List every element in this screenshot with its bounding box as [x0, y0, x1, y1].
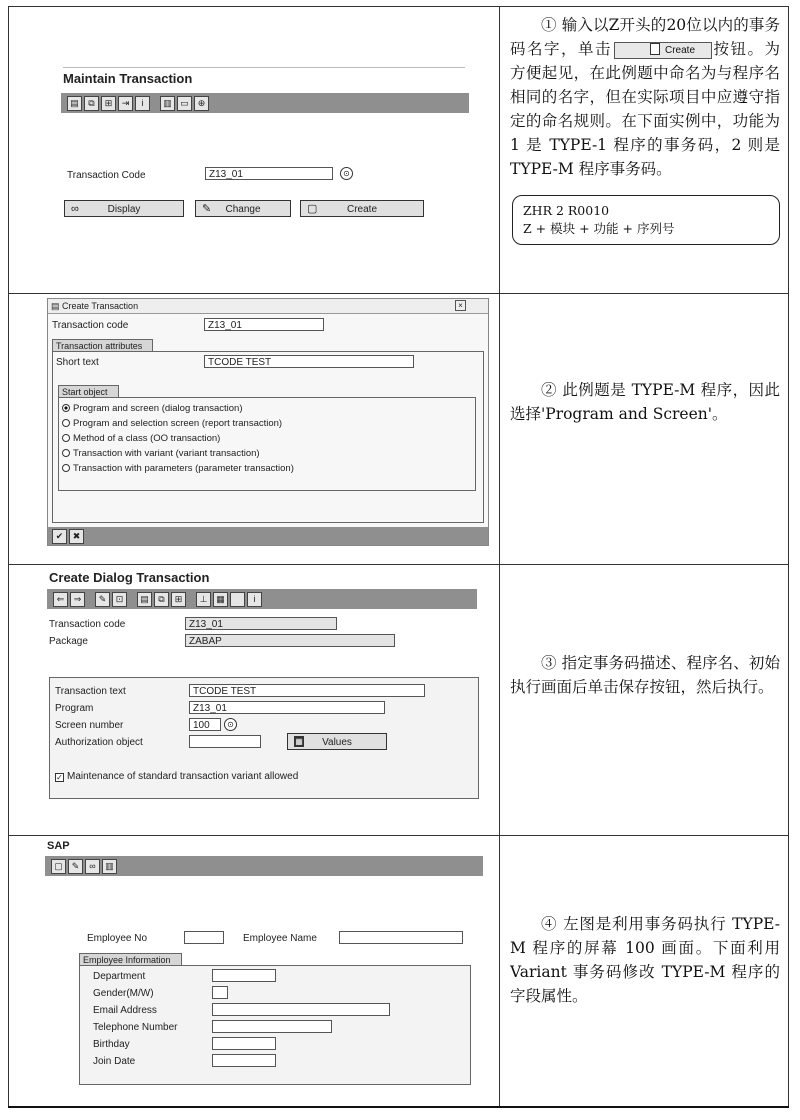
note-text: ③ 指定事务码描述、程序名、初始执行画面后单击保存按钮，然后执行。	[510, 654, 780, 696]
option-oo-transaction[interactable]: Method of a class (OO transaction)	[62, 431, 294, 446]
note-text: ④ 左图是利用事务码执行 TYPE-M 程序的屏幕 100 画面。下面利用 Variant 事务码修改 TYPE-M 程序的字段属性。	[510, 915, 780, 1005]
note-step-1	[500, 7, 789, 294]
create-button[interactable]: ▢ Create	[300, 200, 424, 217]
employee-no-input[interactable]	[184, 931, 224, 944]
forward-icon[interactable]: ⇒	[70, 592, 85, 607]
dialog-footer	[48, 527, 488, 545]
employee-name-input[interactable]	[339, 931, 463, 944]
application-toolbar	[47, 589, 477, 609]
radio-selected	[62, 404, 70, 412]
back-icon[interactable]: ⇐	[53, 592, 68, 607]
package-label: Package	[49, 636, 88, 647]
other-object-icon[interactable]: ▤	[137, 592, 152, 607]
telephone-label: Telephone Number	[93, 1022, 178, 1033]
naming-example: ZHR 2 R0010	[523, 203, 610, 218]
dialog-window	[47, 298, 489, 546]
naming-rule-box	[512, 195, 780, 245]
employee-name-label: Employee Name	[243, 933, 317, 944]
transaction-text-input[interactable]: TCODE TEST	[189, 684, 425, 697]
values-button[interactable]: ▦ Values	[287, 733, 387, 750]
values-icon: ▦	[295, 737, 303, 746]
start-object-options	[62, 401, 294, 476]
application-toolbar	[61, 93, 469, 113]
short-text-input[interactable]: TCODE TEST	[204, 355, 414, 368]
edit-icon[interactable]: ✎	[68, 859, 83, 874]
maintenance-checkbox[interactable]: ✓ Maintenance of standard transaction variant allowed	[56, 771, 299, 782]
display-icon[interactable]: ∞	[85, 859, 100, 874]
attributes-tab: Transaction attributes	[52, 339, 153, 352]
screen-number-input[interactable]: 100	[189, 718, 221, 731]
note-step-4	[500, 836, 789, 1108]
checkbox-checked-icon: ✓	[56, 773, 63, 782]
screenshot-create-transaction	[9, 294, 500, 565]
glasses-icon: ∞	[71, 203, 79, 215]
screen-number-label: Screen number	[55, 720, 124, 731]
screenshot-sap-screen-100	[9, 836, 500, 1108]
where-used-icon[interactable]: ⊞	[101, 96, 116, 111]
birthday-label: Birthday	[93, 1039, 130, 1050]
start-object-tab: Start object	[58, 385, 119, 398]
window-titlebar: ▤ Create Transaction ×	[48, 299, 488, 314]
tcode-label: Transaction code	[52, 320, 129, 331]
tcode-value: Z13_01	[185, 617, 337, 630]
short-text-label: Short text	[56, 357, 99, 368]
new-icon[interactable]: ▢	[51, 859, 66, 874]
f4-help-icon[interactable]: ⊙	[224, 718, 237, 731]
note-text: ① 输入以Z开头的20位以内的事务码名字，单击	[510, 16, 780, 58]
close-icon[interactable]: ×	[455, 300, 466, 311]
department-input[interactable]	[212, 969, 276, 982]
pencil-icon: ✎	[202, 203, 212, 215]
note-text: ② 此例题是 TYPE-M 程序，因此选择'Program and Screen'。	[510, 381, 780, 423]
note-text-cont: 按钮。为方便起见，在此例题中命名为与程序名相同的名字，但在实际项目中应遵守指定的命名规则。在下面实例中，功能为 1 是 TYPE-1 程序的事务码，2 则是 TYPE-M 程序事务码。	[510, 40, 780, 178]
tcode-label: Transaction code	[49, 619, 126, 630]
copy-icon[interactable]: ⧉	[84, 96, 99, 111]
where-used-icon[interactable]: ⊞	[171, 592, 186, 607]
delete-icon[interactable]: ▥	[102, 859, 117, 874]
cancel-icon[interactable]: ✖	[69, 529, 84, 544]
screenshot-maintain-transaction	[9, 7, 500, 294]
page-title: SAP	[47, 840, 70, 852]
join-date-input[interactable]	[212, 1054, 276, 1067]
package-value: ZABAP	[185, 634, 395, 647]
gender-label: Gender(M/W)	[93, 988, 154, 999]
display-change-icon[interactable]: ✎	[95, 592, 110, 607]
email-input[interactable]	[212, 1003, 390, 1016]
window-icon: ▤	[51, 301, 60, 311]
active-inactive-icon[interactable]: ⊡	[112, 592, 127, 607]
employee-info-tab: Employee Information	[79, 953, 182, 966]
program-label: Program	[55, 703, 94, 714]
telephone-input[interactable]	[212, 1020, 332, 1033]
tcode-input[interactable]: Z13_01	[205, 167, 333, 180]
tcode-input[interactable]: Z13_01	[204, 318, 324, 331]
authorization-object-input[interactable]	[189, 735, 261, 748]
transaction-text-label: Transaction text	[55, 686, 126, 697]
page-title: Maintain Transaction	[63, 71, 193, 86]
blank-icon[interactable]	[230, 592, 245, 607]
transport-icon[interactable]: ⇥	[118, 96, 133, 111]
layout-table	[8, 6, 789, 1108]
option-report-transaction[interactable]: Program and selection screen (report transaction)	[62, 416, 294, 431]
delete-icon[interactable]: ▥	[160, 96, 175, 111]
info-icon[interactable]: i	[135, 96, 150, 111]
display-button[interactable]: ∞ Display	[64, 200, 184, 217]
department-label: Department	[93, 971, 146, 982]
join-date-label: Join Date	[93, 1056, 136, 1067]
screenshot-create-dialog-transaction	[9, 565, 500, 836]
option-dialog-transaction[interactable]: Program and screen (dialog transaction)	[62, 401, 294, 416]
note-step-2	[500, 294, 789, 565]
execute-icon[interactable]: ⊕	[194, 96, 209, 111]
program-input[interactable]: Z13_01	[189, 701, 385, 714]
authorization-object-label: Authorization object	[55, 737, 143, 748]
document-icon	[650, 43, 660, 55]
option-parameter-transaction[interactable]: Transaction with parameters (parameter transaction)	[62, 461, 294, 476]
gender-input[interactable]	[212, 986, 228, 999]
page-title: Create Dialog Transaction	[49, 570, 210, 585]
info-icon[interactable]: i	[247, 592, 262, 607]
f4-help-icon[interactable]: ⊙	[340, 167, 353, 180]
employee-no-label: Employee No	[87, 933, 148, 944]
email-label: Email Address	[93, 1005, 157, 1016]
rename-icon[interactable]: ▭	[177, 96, 192, 111]
birthday-input[interactable]	[212, 1037, 276, 1050]
display-object-icon[interactable]: ▤	[67, 96, 82, 111]
document-icon: ▢	[307, 203, 318, 215]
layout-icon[interactable]: ▦	[213, 592, 228, 607]
copy-icon[interactable]: ⧉	[154, 592, 169, 607]
naming-pattern: Z + 模块 + 功能 + 序列号	[523, 221, 675, 236]
inline-create-button: Create	[614, 42, 712, 59]
option-variant-transaction[interactable]: Transaction with variant (variant transaction)	[62, 446, 294, 461]
application-toolbar	[45, 856, 483, 876]
hierarchy-icon[interactable]: ⊥	[196, 592, 211, 607]
note-step-3	[500, 565, 789, 836]
check-icon[interactable]: ✔	[52, 529, 67, 544]
change-button[interactable]: ✎ Change	[195, 200, 291, 217]
tcode-label: Transaction Code	[67, 170, 146, 181]
